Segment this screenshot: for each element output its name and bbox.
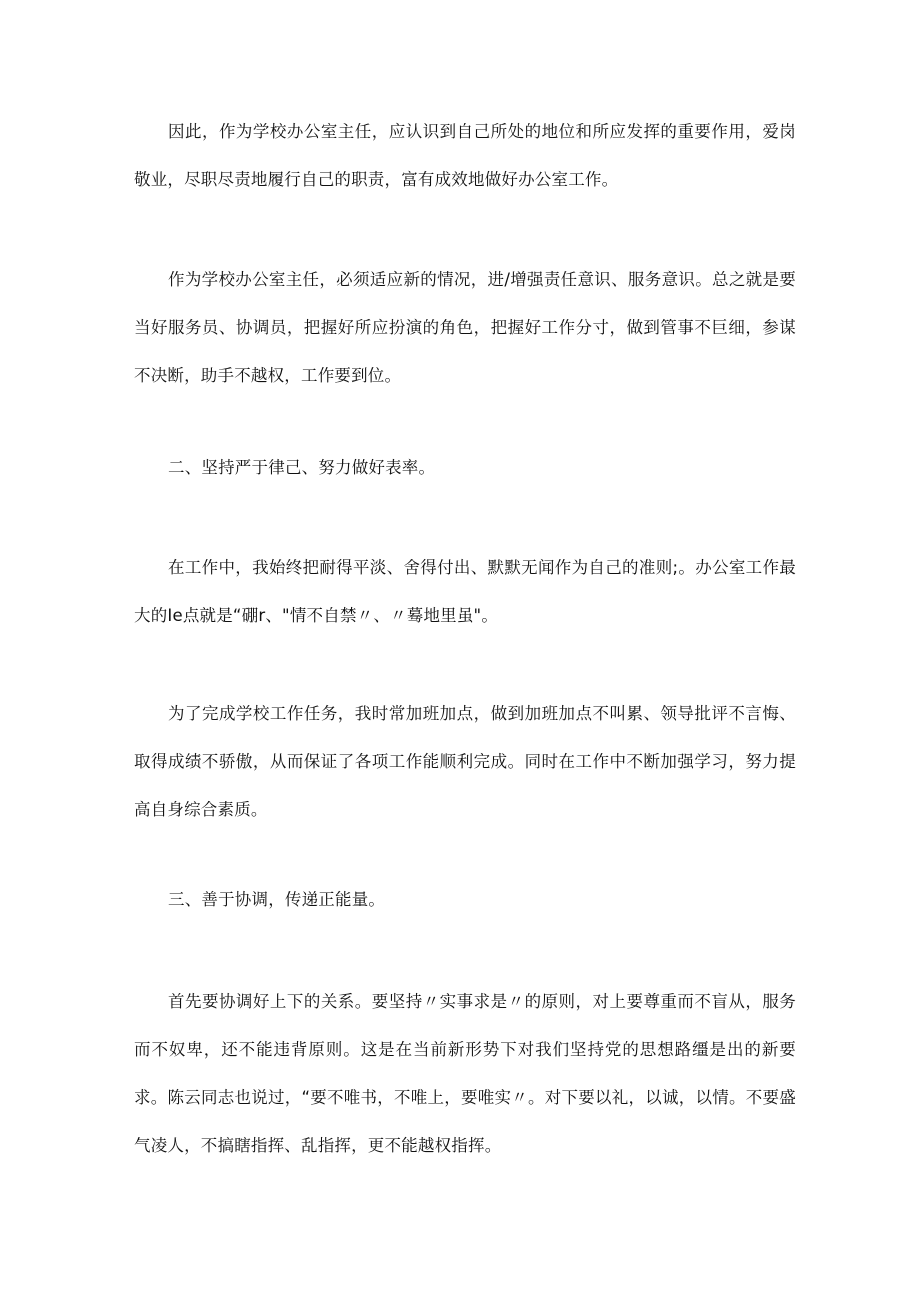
paragraph-overtime: 为了完成学校工作任务，我时常加班加点，做到加班加点不叫累、领导批评不言悔、取得成绩不骄傲，从而保证了各项工作能顺利完成。同时在工作中不断加强学习，努力提高自身综合素质。: [134, 704, 796, 819]
paragraph-adapt: 作为学校办公室主任，必须适应新的情况，进/增强责任意识、服务意识。总之就是要当好服务员、协调员，把握好所应扮演的角色，把握好工作分寸，做到管事不巨细，参谋不决断，助手不越权，工作要到位。: [134, 270, 796, 385]
paragraph-duties: 因此，作为学校办公室主任，应认识到自己所处的地位和所应发挥的重要作用，爱岗敬业，尽职尽责地履行自己的职责，富有成效地做好办公室工作。: [134, 122, 796, 189]
section-heading-two: 二、坚持严于律己、努力做好表率。: [168, 458, 436, 477]
section-heading-three: 三、善于协调，传递正能量。: [168, 890, 386, 909]
paragraph-coordination: 首先要协调好上下的关系。要坚持〃实事求是〃的原则，对上要尊重而不盲从，服务而不奴卑，还不能违背原则。这是在当前新形势下对我们坚持党的思想路缰是出的新要求。陈云同志也说过，“要不唯书，不唯上，要唯实〃。对下要以礼，以诚，以情。不要盛气凌人，不搞瞎指挥、乱指挥，更不能越权指挥。: [134, 992, 796, 1155]
paragraph-principles: 在工作中，我始终把耐得平淡、舍得付出、默默无闻作为自己的准则;。办公室工作最大的Ie点就是“硼r、"情不自禁〃、〃蓦地里虽"。: [134, 558, 796, 625]
